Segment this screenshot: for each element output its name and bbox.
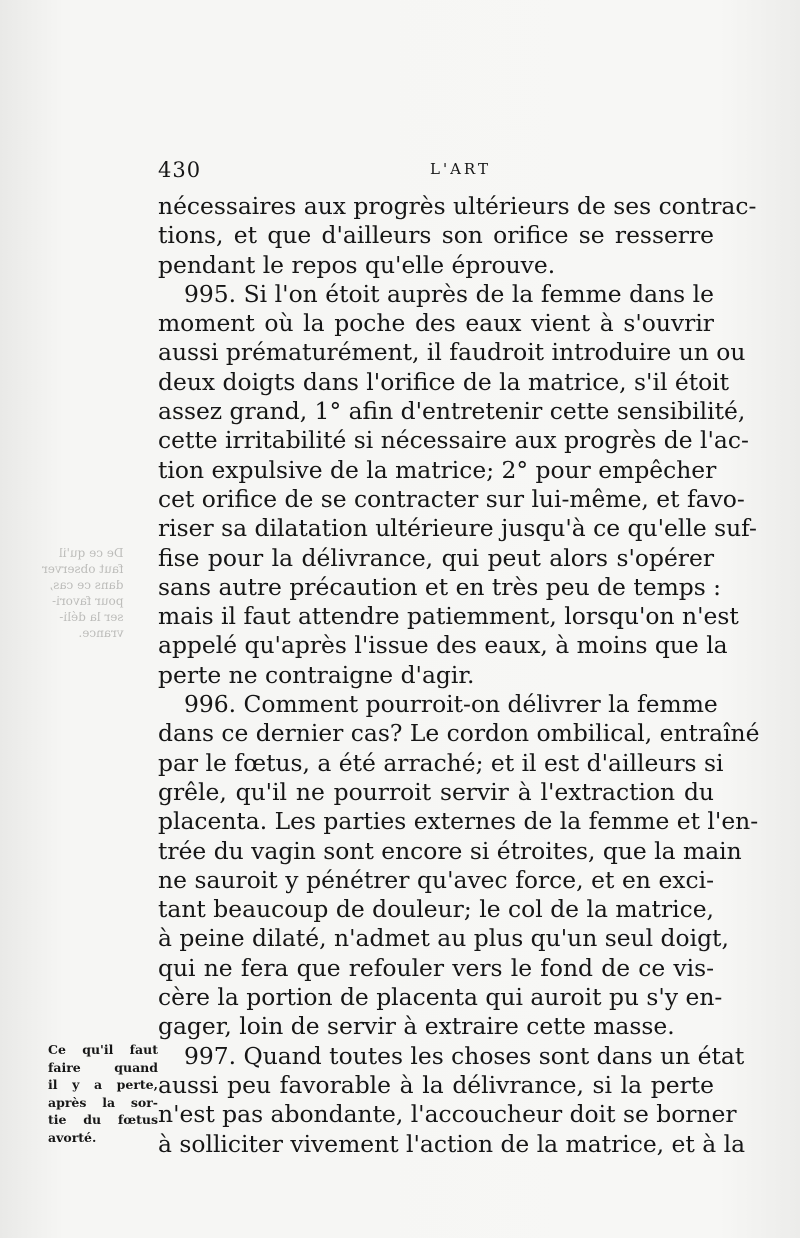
page-header [158, 158, 718, 188]
running-head: L'ART [430, 160, 491, 178]
text-line: placenta. Les parties externes de la femme et l'en- [158, 807, 759, 836]
text-line: n'est pas abondante, l'accoucheur doit se borner [158, 1100, 737, 1129]
text-line: nécessaires aux progrès ultérieurs de ses contrac- [158, 192, 757, 220]
margin-note-line: Ce qu'il faut [48, 1042, 158, 1057]
margin-note [48, 1041, 158, 1146]
text-line: à solliciter vivement l'action de la matrice, et à la [158, 1129, 746, 1158]
text-line: pendant le repos qu'elle éprouve. [158, 250, 556, 279]
text-line: ne sauroit y pénétrer qu'avec force, et en exci- [158, 865, 714, 894]
text-line: tions, et que d'ailleurs son orifice se resserre [158, 221, 714, 250]
margin-note-line: tie du fœtus [48, 1112, 158, 1127]
text-line: appelé qu'après l'issue des eaux, à moins que la [158, 631, 728, 660]
paragraph-996-start: 996. Comment pourroit-on délivrer la femme [184, 690, 718, 719]
show-through-text: De ce qu'il faut observer dans ce cas, pour favori- ser la déli- vrance. [42, 546, 124, 640]
text-line: sans autre précaution et en très peu de temps : [158, 572, 722, 601]
paragraph-995-start: 995. Si l'on étoit auprès de la femme dans le [184, 279, 714, 308]
text-line: riser sa dilatation ultérieure jusqu'à ce qu'elle suf- [158, 514, 757, 543]
text-line: cère la portion de placenta qui auroit pu s'y en- [158, 983, 723, 1012]
text-line: tion expulsive de la matrice; 2° pour empêcher [158, 455, 717, 484]
text-line: perte ne contraigne d'agir. [158, 660, 475, 689]
text-line: grêle, qu'il ne pourroit servir à l'extraction du [158, 777, 714, 806]
text-line: aussi prématurément, il faudroit introduire un ou [158, 338, 746, 367]
text-line: dans ce dernier cas? Le cordon ombilical, entraîné [158, 719, 760, 748]
text-line: trée du vagin sont encore si étroites, que la main [158, 836, 742, 865]
text-line: mais il faut attendre patiemment, lorsqu'on n'est [158, 602, 739, 631]
text-line: deux doigts dans l'orifice de la matrice, s'il étoit [158, 367, 730, 396]
paragraph-997-start: 997. Quand toutes les choses sont dans un état [184, 1041, 745, 1070]
text-line: à peine dilaté, n'admet au plus qu'un seul doigt, [158, 924, 729, 953]
text-line: moment où la poche des eaux vient à s'ouvrir [158, 309, 714, 338]
text-line: tant beaucoup de douleur; le col de la matrice, [158, 895, 714, 924]
text-line: assez grand, 1° afin d'entretenir cette sensibilité, [158, 397, 746, 426]
margin-note-line: il y a perte, [48, 1077, 158, 1092]
body-text [158, 192, 760, 1159]
page-number: 430 [158, 158, 202, 182]
margin-note-line: après la sor- [48, 1094, 158, 1110]
text-line: qui ne fera que refouler vers le fond de ce vis- [158, 953, 714, 982]
text-line: fise pour la délivrance, qui peut alors s'opérer [158, 543, 714, 572]
margin-note-line: faire quand [48, 1059, 158, 1075]
text-line: aussi peu favorable à la délivrance, si la perte [158, 1070, 714, 1099]
text-line: gager, loin de servir à extraire cette masse. [158, 1012, 675, 1041]
text-line: cette irritabilité si nécessaire aux progrès de l'ac- [158, 426, 749, 455]
text-line: par le fœtus, a été arraché; et il est d'ailleurs si [158, 748, 724, 777]
margin-note-line: avorté. [48, 1129, 97, 1145]
text-line: cet orifice de se contracter sur lui-même, et favo- [158, 484, 745, 513]
